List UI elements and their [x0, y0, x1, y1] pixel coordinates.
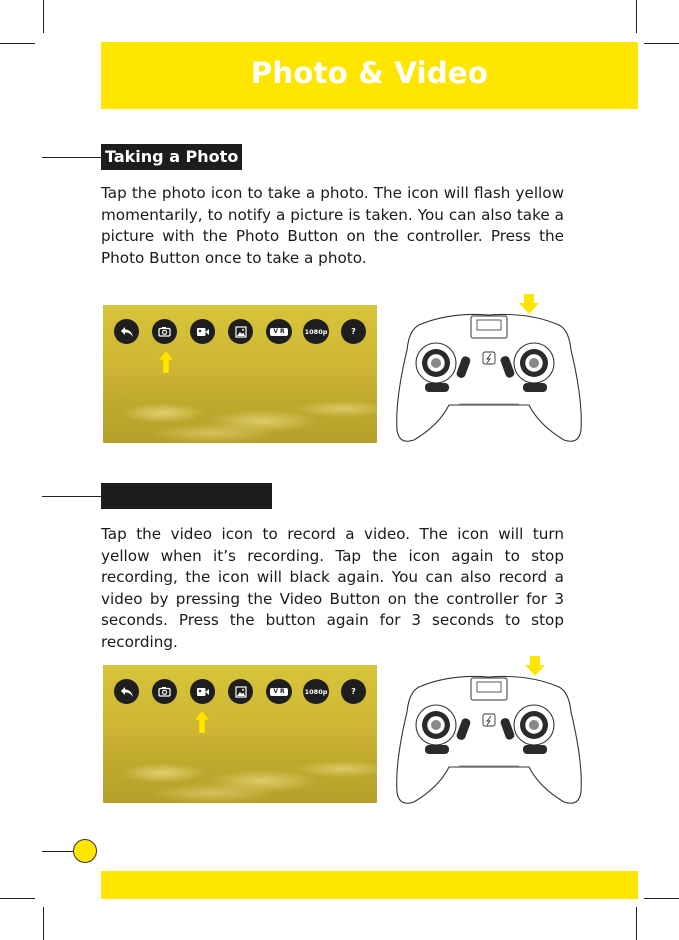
back-icon[interactable]: [114, 319, 139, 344]
gallery-icon[interactable]: [228, 679, 253, 704]
pointer-arrow-icon: [519, 294, 539, 314]
cloud-background: [103, 383, 377, 443]
title-banner: [101, 42, 638, 109]
footer-rule: [42, 851, 74, 852]
section-body-photo: Tap the photo icon to take a photo. The icon will flash yellow momentarily, to notify a picture is taken. You can also take a picture with the Photo Button on the controller. Press the Photo Button once to take a photo.: [101, 184, 564, 267]
section-rule: [42, 157, 102, 158]
help-label: ?: [351, 687, 356, 696]
section-heading-video: [101, 483, 272, 509]
pointer-arrow-icon: [195, 711, 209, 733]
help-icon[interactable]: [341, 679, 366, 704]
cloud-background: [103, 743, 377, 803]
crop-mark: [43, 907, 44, 940]
camera-icon[interactable]: [152, 679, 177, 704]
page-number-badge: [73, 839, 97, 863]
resolution-label: 1080p: [304, 327, 328, 336]
resolution-icon[interactable]: [303, 679, 329, 704]
footer-bar: [101, 871, 638, 899]
controller-illustration: [389, 652, 589, 812]
page-title: Photo & Video: [250, 56, 489, 90]
video-icon[interactable]: [190, 679, 215, 704]
crop-mark: [0, 43, 35, 44]
back-icon[interactable]: [114, 679, 139, 704]
video-icon[interactable]: [190, 319, 215, 344]
help-label: ?: [351, 327, 356, 336]
crop-mark: [0, 898, 35, 899]
pointer-arrow-icon: [525, 656, 545, 676]
crop-mark: [636, 0, 637, 33]
section-rule: [42, 496, 102, 497]
crop-mark: [644, 898, 679, 899]
crop-mark: [43, 0, 44, 33]
resolution-label: 1080p: [304, 687, 328, 696]
camera-icon[interactable]: [152, 319, 177, 344]
app-screen-photo: [103, 305, 377, 443]
vr-label: V R: [270, 688, 287, 696]
vr-icon[interactable]: [266, 679, 292, 704]
resolution-icon[interactable]: [303, 319, 329, 344]
section-body-video: Tap the video icon to record a video. The icon will turn yellow when it’s recording. Tap the icon again to stop recording, the icon will black again. You can also record a video by pressing the Video Button on the controller for 3 seconds. Press the button again for 3 seconds to stop recording.: [101, 525, 564, 651]
controller-illustration: [389, 290, 589, 450]
app-screen-video: [103, 665, 377, 803]
crop-mark: [636, 907, 637, 940]
section-heading-photo: Taking a Photo: [101, 144, 242, 170]
help-icon[interactable]: [341, 319, 366, 344]
pointer-arrow-icon: [159, 351, 173, 373]
vr-label: V R: [270, 328, 287, 336]
crop-mark: [644, 43, 679, 44]
gallery-icon[interactable]: [228, 319, 253, 344]
vr-icon[interactable]: [266, 319, 292, 344]
